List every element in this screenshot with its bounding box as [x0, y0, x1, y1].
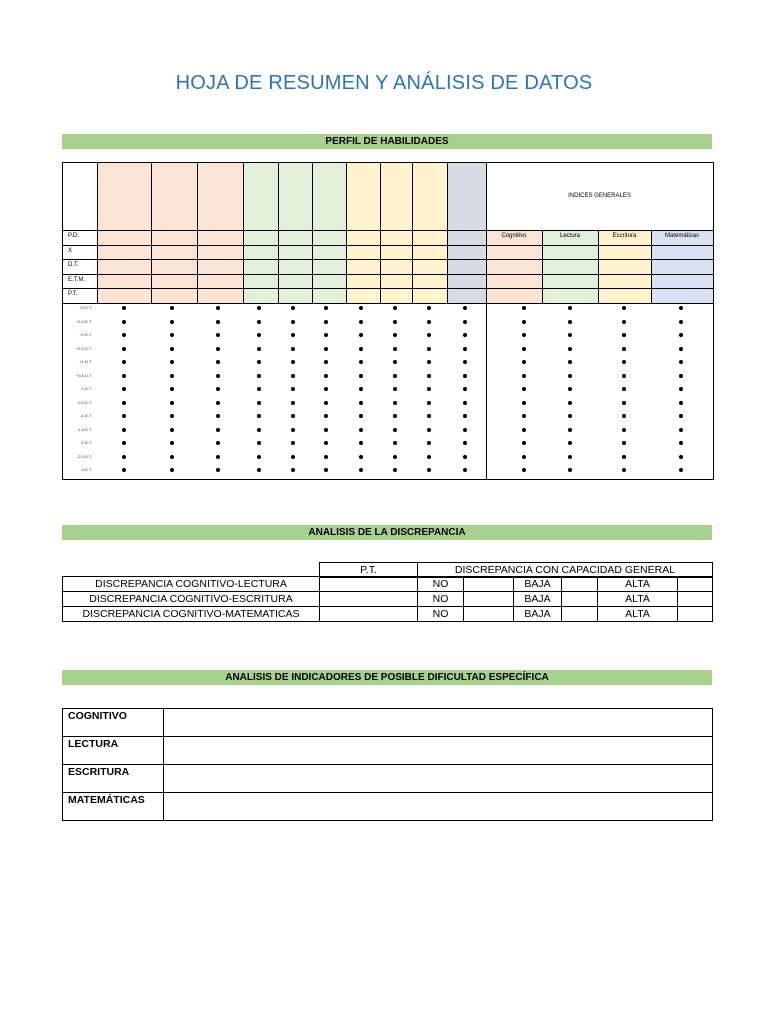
plot-point[interactable] — [216, 387, 220, 391]
pt-cell[interactable] — [320, 592, 418, 607]
plot-point[interactable] — [291, 401, 295, 405]
plot-point[interactable] — [291, 387, 295, 391]
grid-hline — [62, 259, 713, 260]
plot-point[interactable] — [622, 360, 626, 364]
sigma-label-13: -3 D.T. — [80, 467, 92, 472]
plot-point[interactable] — [568, 468, 572, 472]
plot-point[interactable] — [291, 333, 295, 337]
table-row — [63, 592, 713, 607]
plot-point[interactable] — [359, 414, 363, 418]
row-label: DISCREPANCIA COGNITIVO-LECTURA — [63, 577, 320, 592]
plot-point[interactable] — [324, 468, 328, 472]
plot-point[interactable] — [463, 333, 467, 337]
plot-point[interactable] — [522, 414, 526, 418]
plot-point[interactable] — [522, 428, 526, 432]
plot-point[interactable] — [393, 333, 397, 337]
row-label-3: D.T. — [68, 262, 79, 268]
plot-point[interactable] — [257, 441, 261, 445]
grid-vline — [97, 162, 98, 303]
alta-checkbox[interactable] — [678, 577, 713, 592]
indicator-notes[interactable] — [164, 737, 713, 765]
plot-point[interactable] — [393, 306, 397, 310]
plot-point[interactable] — [393, 455, 397, 459]
row-label: DISCREPANCIA COGNITIVO-MATEMATICAS — [63, 607, 320, 622]
baja-label: BAJA — [514, 577, 562, 592]
plot-point[interactable] — [522, 360, 526, 364]
plot-point[interactable] — [122, 360, 126, 364]
plot-point[interactable] — [568, 387, 572, 391]
plot-point[interactable] — [359, 387, 363, 391]
plot-point[interactable] — [257, 455, 261, 459]
plot-point[interactable] — [427, 306, 431, 310]
alta-checkbox[interactable] — [678, 592, 713, 607]
index-header-2: Lectura — [559, 233, 580, 239]
plot-point[interactable] — [170, 347, 174, 351]
plot-point[interactable] — [359, 360, 363, 364]
page-title: HOJA DE RESUMEN Y ANÁLISIS DE DATOS — [175, 72, 593, 94]
grid-vline — [278, 162, 279, 303]
row-label: DISCREPANCIA COGNITIVO-ESCRITURA — [63, 592, 320, 607]
sigma-label-10: -1.5 D.T. — [76, 426, 92, 432]
plot-point[interactable] — [622, 306, 626, 310]
plot-point[interactable] — [216, 374, 220, 378]
plot-point[interactable] — [679, 333, 683, 337]
plot-point[interactable] — [170, 441, 174, 445]
sigma-label-9: -1 D.T. — [80, 413, 92, 418]
table-row — [63, 577, 713, 592]
plot-point[interactable] — [568, 374, 572, 378]
alta-label: ALTA — [598, 577, 678, 592]
plot-point[interactable] — [522, 374, 526, 378]
plot-point[interactable] — [257, 387, 261, 391]
plot-point[interactable] — [568, 428, 572, 432]
plot-point[interactable] — [393, 347, 397, 351]
grid-hline — [62, 230, 713, 231]
sigma-label-3: +2 D.T. — [79, 332, 92, 337]
plot-point[interactable] — [393, 374, 397, 378]
plot-point[interactable] — [291, 360, 295, 364]
grid-outline — [62, 162, 714, 480]
plot-point[interactable] — [622, 333, 626, 337]
plot-point[interactable] — [359, 320, 363, 324]
grid-hline — [62, 303, 713, 304]
plot-point[interactable] — [324, 441, 328, 445]
plot-point[interactable] — [463, 387, 467, 391]
grid-vline — [542, 230, 543, 303]
grid-hline — [62, 245, 713, 246]
discrepancy-column-header: DISCREPANCIA CON CAPACIDAD GENERAL — [418, 563, 713, 578]
plot-point[interactable] — [257, 306, 261, 310]
indicator-label: LECTURA — [63, 737, 164, 765]
table-row — [63, 737, 713, 765]
plot-point[interactable] — [427, 333, 431, 337]
plot-point[interactable] — [679, 428, 683, 432]
plot-point[interactable] — [622, 468, 626, 472]
row-label-4: E.T.M. — [68, 276, 86, 283]
plot-point[interactable] — [291, 320, 295, 324]
plot-point[interactable] — [122, 428, 126, 432]
plot-point[interactable] — [568, 455, 572, 459]
plot-point[interactable] — [393, 441, 397, 445]
plot-point[interactable] — [522, 401, 526, 405]
plot-point[interactable] — [216, 360, 220, 364]
plot-point[interactable] — [324, 414, 328, 418]
plot-point[interactable] — [463, 414, 467, 418]
plot-point[interactable] — [622, 347, 626, 351]
plot-point[interactable] — [359, 333, 363, 337]
plot-point[interactable] — [463, 468, 467, 472]
plot-point[interactable] — [324, 360, 328, 364]
indicator-label: MATEMÁTICAS — [63, 793, 164, 821]
plot-point[interactable] — [393, 387, 397, 391]
index-header-1: Cognitivo — [501, 233, 527, 239]
plot-point[interactable] — [427, 347, 431, 351]
indicator-notes[interactable] — [164, 765, 713, 793]
grid-hline — [62, 274, 713, 275]
grid-vline — [412, 162, 413, 303]
section-heading-discrepancia: ANALISIS DE LA DISCREPANCIA — [62, 525, 712, 540]
plot-point[interactable] — [568, 414, 572, 418]
plot-point[interactable] — [122, 374, 126, 378]
plot-point[interactable] — [393, 360, 397, 364]
plot-point[interactable] — [122, 387, 126, 391]
plot-point[interactable] — [291, 374, 295, 378]
plot-point[interactable] — [291, 428, 295, 432]
baja-checkbox[interactable] — [562, 607, 598, 622]
plot-point[interactable] — [324, 306, 328, 310]
plot-point[interactable] — [463, 428, 467, 432]
plot-point[interactable] — [427, 401, 431, 405]
plot-point[interactable] — [257, 347, 261, 351]
plot-point[interactable] — [170, 428, 174, 432]
sigma-label-11: -2 D.T. — [80, 440, 92, 445]
plot-point[interactable] — [522, 441, 526, 445]
plot-point[interactable] — [359, 374, 363, 378]
plot-point[interactable] — [216, 347, 220, 351]
indicator-label: ESCRITURA — [63, 765, 164, 793]
plot-point[interactable] — [170, 455, 174, 459]
plot-point[interactable] — [463, 441, 467, 445]
index-header-3: Escritura — [612, 233, 637, 239]
plot-point[interactable] — [359, 428, 363, 432]
pt-column-header: P.T. — [320, 563, 418, 578]
no-checkbox[interactable] — [464, 577, 514, 592]
plot-point[interactable] — [568, 360, 572, 364]
plot-point[interactable] — [216, 428, 220, 432]
plot-point[interactable] — [216, 306, 220, 310]
plot-point[interactable] — [522, 387, 526, 391]
sigma-label-6: +0.5 D.T. — [75, 372, 92, 378]
plot-point[interactable] — [622, 455, 626, 459]
plot-point[interactable] — [427, 441, 431, 445]
plot-point[interactable] — [324, 428, 328, 432]
plot-point[interactable] — [257, 320, 261, 324]
plot-point[interactable] — [324, 387, 328, 391]
plot-point[interactable] — [679, 347, 683, 351]
plot-point[interactable] — [522, 455, 526, 459]
plot-point[interactable] — [427, 360, 431, 364]
grid-vline — [486, 303, 487, 481]
plot-point[interactable] — [679, 468, 683, 472]
plot-point[interactable] — [257, 428, 261, 432]
plot-point[interactable] — [122, 455, 126, 459]
plot-point[interactable] — [568, 333, 572, 337]
plot-point[interactable] — [122, 347, 126, 351]
plot-point[interactable] — [122, 468, 126, 472]
plot-point[interactable] — [257, 360, 261, 364]
plot-point[interactable] — [170, 401, 174, 405]
grid-vline — [346, 162, 347, 303]
pt-cell[interactable] — [320, 577, 418, 592]
plot-point[interactable] — [216, 441, 220, 445]
baja-label: BAJA — [514, 607, 562, 622]
plot-point[interactable] — [427, 320, 431, 324]
plot-point[interactable] — [216, 320, 220, 324]
plot-point[interactable] — [170, 414, 174, 418]
sigma-label-8: -0.5 D.T. — [76, 399, 92, 405]
grid-vline — [312, 162, 313, 303]
plot-point[interactable] — [568, 347, 572, 351]
sigma-label-1: +3 D.T. — [79, 305, 92, 310]
plot-point[interactable] — [622, 414, 626, 418]
plot-point[interactable] — [463, 347, 467, 351]
grid-vline — [151, 162, 152, 303]
plot-point[interactable] — [393, 428, 397, 432]
grid-vline — [243, 162, 244, 303]
plot-point[interactable] — [122, 333, 126, 337]
plot-point[interactable] — [679, 401, 683, 405]
plot-point[interactable] — [170, 387, 174, 391]
index-header-4: Matemáticas — [664, 233, 699, 239]
plot-point[interactable] — [568, 441, 572, 445]
plot-point[interactable] — [679, 360, 683, 364]
table-row — [63, 607, 713, 622]
table-row — [63, 793, 713, 821]
plot-point[interactable] — [463, 360, 467, 364]
plot-point[interactable] — [427, 455, 431, 459]
sigma-label-12: -2.5 D.T. — [76, 453, 92, 459]
indicators-table — [62, 708, 713, 821]
plot-point[interactable] — [463, 320, 467, 324]
plot-point[interactable] — [291, 468, 295, 472]
plot-point[interactable] — [622, 441, 626, 445]
indicator-notes[interactable] — [164, 709, 713, 737]
plot-point[interactable] — [291, 455, 295, 459]
plot-point[interactable] — [679, 387, 683, 391]
discrepancy-table — [62, 576, 713, 622]
alta-label: ALTA — [598, 607, 678, 622]
row-label-2: X — [68, 247, 73, 254]
plot-point[interactable] — [324, 320, 328, 324]
grid-vline — [380, 162, 381, 303]
plot-point[interactable] — [291, 414, 295, 418]
plot-point[interactable] — [122, 320, 126, 324]
plot-point[interactable] — [568, 401, 572, 405]
plot-point[interactable] — [679, 414, 683, 418]
section-heading-perfil: PERFIL DE HABILIDADES — [62, 134, 712, 149]
plot-point[interactable] — [216, 455, 220, 459]
plot-point[interactable] — [393, 320, 397, 324]
plot-point[interactable] — [324, 401, 328, 405]
row-label-1: P.D. — [68, 233, 79, 239]
no-label: NO — [418, 577, 464, 592]
no-checkbox[interactable] — [464, 592, 514, 607]
plot-point[interactable] — [427, 428, 431, 432]
plot-point[interactable] — [427, 414, 431, 418]
plot-point[interactable] — [522, 333, 526, 337]
plot-point[interactable] — [170, 306, 174, 310]
plot-point[interactable] — [216, 468, 220, 472]
plot-point[interactable] — [622, 401, 626, 405]
grid-vline — [651, 230, 652, 303]
section-heading-indicadores: ANALISIS DE INDICADORES DE POSIBLE DIFICULTAD ESPECÍFICA — [62, 670, 712, 685]
plot-point[interactable] — [359, 441, 363, 445]
plot-point[interactable] — [568, 306, 572, 310]
plot-point[interactable] — [679, 374, 683, 378]
plot-point[interactable] — [679, 455, 683, 459]
plot-point[interactable] — [622, 428, 626, 432]
plot-point[interactable] — [393, 468, 397, 472]
plot-point[interactable] — [522, 468, 526, 472]
plot-point[interactable] — [257, 414, 261, 418]
plot-point[interactable] — [170, 374, 174, 378]
indicator-label: COGNITIVO — [63, 709, 164, 737]
table-row — [63, 765, 713, 793]
plot-point[interactable] — [393, 414, 397, 418]
plot-point[interactable] — [257, 468, 261, 472]
indicator-notes[interactable] — [164, 793, 713, 821]
plot-point[interactable] — [216, 414, 220, 418]
baja-label: BAJA — [514, 592, 562, 607]
plot-point[interactable] — [679, 441, 683, 445]
plot-point[interactable] — [463, 401, 467, 405]
plot-point[interactable] — [170, 333, 174, 337]
no-label: NO — [418, 592, 464, 607]
plot-point[interactable] — [291, 441, 295, 445]
plot-point[interactable] — [122, 401, 126, 405]
plot-point[interactable] — [216, 333, 220, 337]
plot-point[interactable] — [359, 347, 363, 351]
plot-point[interactable] — [463, 306, 467, 310]
plot-point[interactable] — [122, 414, 126, 418]
baja-checkbox[interactable] — [562, 577, 598, 592]
plot-point[interactable] — [291, 347, 295, 351]
table-row — [63, 709, 713, 737]
plot-point[interactable] — [324, 333, 328, 337]
sigma-label-2: +2.5 D.T. — [75, 318, 92, 324]
plot-point[interactable] — [324, 374, 328, 378]
alta-label: ALTA — [598, 592, 678, 607]
plot-point[interactable] — [122, 441, 126, 445]
sigma-label-5: +1 D.T. — [79, 359, 92, 364]
plot-point[interactable] — [568, 320, 572, 324]
grid-vline — [447, 162, 448, 303]
plot-point[interactable] — [522, 306, 526, 310]
sigma-label-7: 0 D.T. — [81, 386, 92, 391]
plot-point[interactable] — [122, 306, 126, 310]
plot-point[interactable] — [324, 455, 328, 459]
plot-point[interactable] — [522, 320, 526, 324]
indices-title: INDICES GENERALES — [568, 193, 631, 199]
sigma-label-4: +1.5 D.T. — [75, 345, 92, 351]
plot-point[interactable] — [622, 387, 626, 391]
grid-vline — [197, 162, 198, 303]
grid-vline — [598, 230, 599, 303]
plot-point[interactable] — [257, 401, 261, 405]
plot-point[interactable] — [463, 455, 467, 459]
plot-point[interactable] — [257, 374, 261, 378]
grid-hline — [62, 288, 713, 289]
plot-point[interactable] — [170, 360, 174, 364]
row-label-5: P.T. — [68, 291, 78, 297]
no-checkbox[interactable] — [464, 607, 514, 622]
plot-point[interactable] — [359, 306, 363, 310]
plot-point[interactable] — [216, 401, 220, 405]
no-label: NO — [418, 607, 464, 622]
plot-point[interactable] — [622, 374, 626, 378]
plot-point[interactable] — [291, 306, 295, 310]
pt-cell[interactable] — [320, 607, 418, 622]
plot-point[interactable] — [393, 401, 397, 405]
plot-point[interactable] — [463, 374, 467, 378]
plot-point[interactable] — [622, 320, 626, 324]
plot-point[interactable] — [170, 320, 174, 324]
plot-point[interactable] — [427, 387, 431, 391]
plot-point[interactable] — [679, 320, 683, 324]
plot-point[interactable] — [427, 468, 431, 472]
plot-point[interactable] — [257, 333, 261, 337]
plot-point[interactable] — [359, 468, 363, 472]
alta-checkbox[interactable] — [678, 607, 713, 622]
plot-point[interactable] — [522, 347, 526, 351]
plot-point[interactable] — [170, 468, 174, 472]
plot-point[interactable] — [427, 374, 431, 378]
plot-point[interactable] — [324, 347, 328, 351]
baja-checkbox[interactable] — [562, 592, 598, 607]
plot-point[interactable] — [359, 401, 363, 405]
plot-point[interactable] — [359, 455, 363, 459]
plot-point[interactable] — [679, 306, 683, 310]
